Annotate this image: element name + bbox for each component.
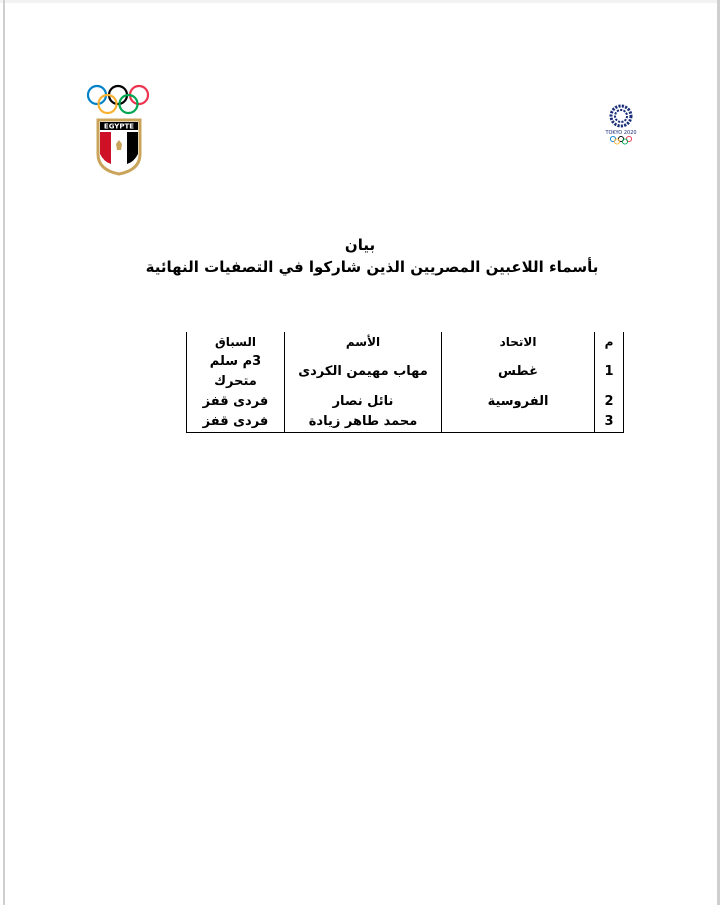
document-subtitle: بأسماء اللاعبين المصريين الذين شاركوا في التصفيات النهائية xyxy=(145,258,599,276)
table-row xyxy=(187,412,624,433)
cell-event: فردى قفز xyxy=(187,412,285,433)
olympic-rings-icon xyxy=(88,86,148,113)
table-row xyxy=(187,352,624,392)
table-row xyxy=(187,392,624,412)
table-header-row xyxy=(187,332,624,352)
players-table xyxy=(186,332,624,433)
cell-federation xyxy=(442,412,595,433)
document-title: بيان xyxy=(344,236,376,254)
header-federation: الاتحاد xyxy=(442,332,595,352)
egypt-shield-icon xyxy=(98,120,140,174)
cell-event: 3م سلم متحرك xyxy=(187,352,285,392)
cell-federation: غطس xyxy=(442,352,595,392)
tokyo-2020-label: TOKYO 2020 xyxy=(605,130,637,136)
header-name: الأسم xyxy=(285,332,442,352)
page-left-edge xyxy=(3,0,5,905)
header-num: م xyxy=(595,332,624,352)
cell-event: فردى قفز xyxy=(187,392,285,412)
tokyo-2020-logo xyxy=(604,103,638,145)
egypte-label: EGYPTE xyxy=(103,122,135,131)
cell-name: مهاب مهيمن الكردى xyxy=(285,352,442,392)
egypt-olympic-committee-logo xyxy=(86,84,152,176)
cell-num: 1 xyxy=(595,352,624,392)
olympic-rings-icon xyxy=(610,136,631,144)
cell-name: نائل نصار xyxy=(285,392,442,412)
page-top-edge xyxy=(0,0,720,3)
cell-num: 3 xyxy=(595,412,624,433)
header-event: السباق xyxy=(187,332,285,352)
cell-name: محمد طاهر زيادة xyxy=(285,412,442,433)
cell-num: 2 xyxy=(595,392,624,412)
cell-federation: الفروسية xyxy=(442,392,595,412)
tokyo-emblem-icon xyxy=(611,106,631,126)
